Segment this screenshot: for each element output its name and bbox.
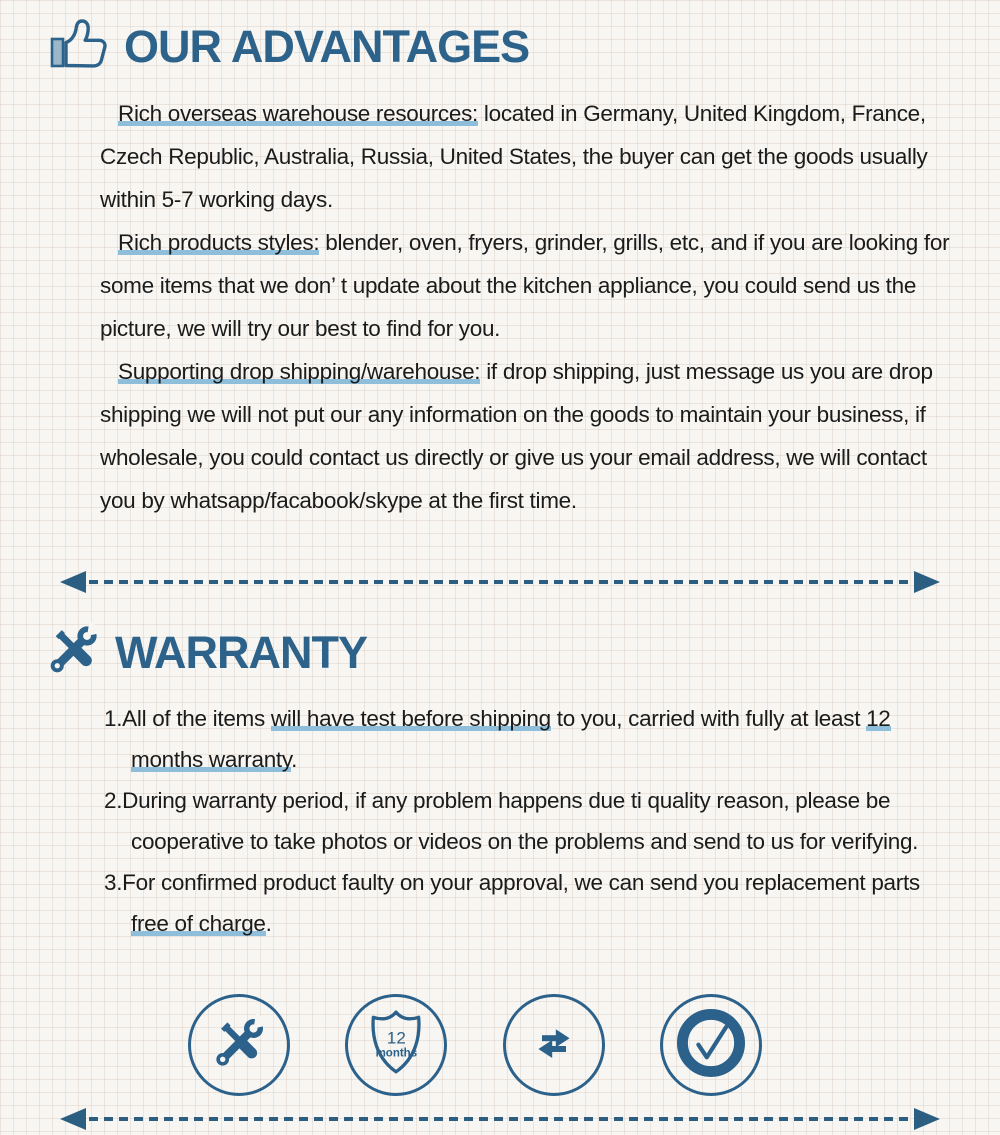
underlined-text: free of charge [131, 911, 266, 936]
quality-check-icon [669, 1001, 753, 1090]
tools-icon [210, 1014, 268, 1077]
text-segment: . [265, 911, 272, 936]
thumbs-up-icon [48, 18, 110, 75]
badge-tools [188, 994, 290, 1096]
section-divider-bottom [60, 1108, 940, 1130]
text-segment: 2.During warranty period, if any problem happens due ti quality reason, please be cooperative to take photos or videos on the problems and send to us for verifying. [104, 788, 919, 854]
badge-quality-check [660, 994, 762, 1096]
text-segment: 1.All of the items [104, 706, 271, 731]
left-arrowhead-icon [60, 571, 86, 593]
text-segment: 3.For confirmed product faulty on your approval, we can send you replacement parts [104, 870, 920, 895]
warranty-item [104, 698, 960, 780]
text-segment: to you, carried with fully at least [550, 706, 867, 731]
left-arrowhead-icon [60, 1108, 86, 1130]
warranty-badges [188, 994, 762, 1096]
underlined-text: 12 months warranty [131, 706, 891, 772]
right-arrowhead-icon [914, 1108, 940, 1130]
warranty-text [104, 698, 960, 944]
months-value: 12 [386, 1028, 406, 1048]
warranty-title: WARRANTY [115, 626, 367, 678]
advantages-paragraph [100, 350, 950, 522]
badge-12-months [345, 994, 447, 1096]
advantages-title: OUR ADVANTAGES [124, 20, 530, 72]
text-segment: blender, oven, fryers, grinder, grills, etc, and if you are looking for some items that we don’ t update about the kitchen appliance, you could send us the picture, we will try our best to find for you. [100, 230, 950, 341]
text-segment: . [291, 747, 298, 772]
tools-icon [45, 622, 101, 683]
dashed-line [89, 1117, 911, 1121]
advantages-paragraph [100, 221, 950, 350]
advantages-text [100, 92, 950, 522]
right-arrowhead-icon [914, 571, 940, 593]
section-divider-top [60, 571, 940, 593]
text-segment: if drop shipping, just message us you are drop shipping we will not put our any information on the goods to maintain your business, if wholesale, you could contact us directly or give us your email address, we will contact you by whatsapp/facabook/skype at the first time. [100, 359, 933, 513]
shield-label [376, 1029, 418, 1059]
months-label: months [375, 1047, 418, 1060]
underlined-text: Rich overseas warehouse resources: [118, 101, 478, 126]
badge-exchange [503, 994, 605, 1096]
underlined-text: will have test before shipping [270, 706, 551, 731]
advantages-heading [48, 18, 529, 75]
underlined-text: Rich products styles: [118, 230, 320, 255]
warranty-item [104, 862, 960, 944]
text-segment: located in Germany, United Kingdom, France, Czech Republic, Australia, Russia, United States, the buyer can get the goods usually within 5-7 working days. [100, 101, 928, 212]
dashed-line [89, 580, 911, 584]
exchange-arrows-icon [524, 1013, 584, 1078]
warranty-heading [45, 622, 367, 683]
underlined-text: Supporting drop shipping/warehouse: [118, 359, 481, 384]
warranty-item [104, 780, 960, 862]
advantages-paragraph [100, 92, 950, 221]
